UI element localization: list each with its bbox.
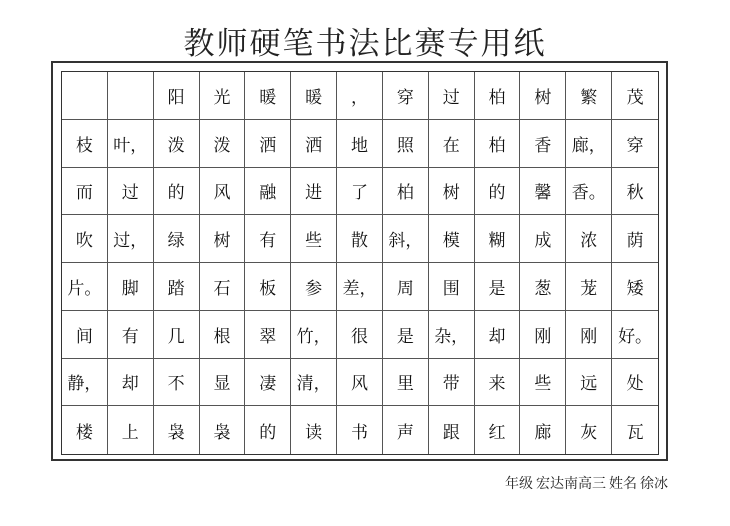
grade-label: 年级 — [505, 476, 533, 492]
grid-cell: 阳 — [154, 72, 200, 120]
grid-cell: 馨 — [520, 168, 566, 216]
signature-line — [505, 473, 671, 493]
grid-cell: 秋 — [612, 168, 658, 216]
grid-cell: 融 — [245, 168, 291, 216]
grid-cell: 光 — [200, 72, 246, 120]
grid-cell: 红 — [475, 406, 521, 454]
grid-cell: 书 — [337, 406, 383, 454]
grid-cell: 树 — [200, 215, 246, 263]
grid-cell: 是 — [383, 311, 429, 359]
grid-cell: 静， — [62, 359, 108, 407]
grid-cell: 几 — [154, 311, 200, 359]
grid-cell: 香 — [520, 120, 566, 168]
grid-cell: 清， — [291, 359, 337, 407]
grid-cell: 暖 — [291, 72, 337, 120]
grid-cell: 穿 — [612, 120, 658, 168]
grid-cell: 灰 — [566, 406, 612, 454]
grid-cell: 成 — [520, 215, 566, 263]
grid-cell: 周 — [383, 263, 429, 311]
grid-cell: 茂 — [612, 72, 658, 120]
grid-cell: 有 — [245, 215, 291, 263]
grid-cell: 石 — [200, 263, 246, 311]
grid-cell: 照 — [383, 120, 429, 168]
grid-cell: 过， — [108, 215, 154, 263]
grid-cell: 显 — [200, 359, 246, 407]
grid-cell: 在 — [429, 120, 475, 168]
grid-cell: 参 — [291, 263, 337, 311]
grid-cell: 些 — [520, 359, 566, 407]
grid-cell: 好。 — [612, 311, 658, 359]
grid-cell: 来 — [475, 359, 521, 407]
name-label: 姓名 — [609, 476, 637, 492]
grid-cell: ， — [337, 72, 383, 120]
grid-cell: 暖 — [245, 72, 291, 120]
grid-cell: 根 — [200, 311, 246, 359]
grid-cell — [108, 72, 154, 120]
name-value: 徐冰 — [640, 476, 668, 492]
grid-cell: 了 — [337, 168, 383, 216]
grid-cell: 风 — [200, 168, 246, 216]
grid-cell: 脚 — [108, 263, 154, 311]
grid-cell: 繁 — [566, 72, 612, 120]
grid-cell: 泼 — [154, 120, 200, 168]
grid-cell: 穿 — [383, 72, 429, 120]
grid-cell: 散 — [337, 215, 383, 263]
grid-cell: 里 — [383, 359, 429, 407]
grid-cell: 地 — [337, 120, 383, 168]
grid-cell: 矮 — [612, 263, 658, 311]
grid-cell: 枝 — [62, 120, 108, 168]
grid-cell: 绿 — [154, 215, 200, 263]
writing-grid — [61, 71, 659, 455]
grid-cell: 过 — [429, 72, 475, 120]
grid-cell: 柏 — [475, 72, 521, 120]
grid-cell: 刚 — [520, 311, 566, 359]
grid-cell: 围 — [429, 263, 475, 311]
grid-cell: 踏 — [154, 263, 200, 311]
grid-cell: 荫 — [612, 215, 658, 263]
grid-cell: 香。 — [566, 168, 612, 216]
sheet-title: 教师硬笔书法比赛专用纸 — [183, 26, 547, 62]
grid-cell: 柏 — [475, 120, 521, 168]
grid-cell: 不 — [154, 359, 200, 407]
grid-cell: 板 — [245, 263, 291, 311]
grid-cell: 廊 — [520, 406, 566, 454]
grade-value: 宏达南高三 — [536, 476, 606, 492]
grid-cell: 间 — [62, 311, 108, 359]
grid-cell: 瓦 — [626, 422, 644, 443]
grid-cell: 进 — [291, 168, 337, 216]
grid-cell: 泼 — [200, 120, 246, 168]
grid-cell: 树 — [520, 72, 566, 120]
grid-cell: 些 — [291, 215, 337, 263]
grid-cell: 翠 — [245, 311, 291, 359]
grid-cell: 过 — [108, 168, 154, 216]
grid-cell: 风 — [337, 359, 383, 407]
grid-cell: 差， — [337, 263, 383, 311]
grid-cell: 模 — [429, 215, 475, 263]
grid-cell: 竹， — [291, 311, 337, 359]
grid-cell: 杂， — [429, 311, 475, 359]
grid-cell: 茏 — [566, 263, 612, 311]
grid-cell — [62, 72, 108, 120]
grid-cell: 柏 — [383, 168, 429, 216]
grid-cell: 葱 — [520, 263, 566, 311]
grid-cell: 袅 — [154, 406, 200, 454]
grid-cell: 是 — [475, 263, 521, 311]
grid-cell: 浓 — [566, 215, 612, 263]
grid-cell: 跟 — [429, 406, 475, 454]
grid-cell: 叶， — [108, 120, 154, 168]
grid-cell: 洒 — [291, 120, 337, 168]
grid-cell: 洒 — [245, 120, 291, 168]
grid-cell: 却 — [108, 359, 154, 407]
grid-cell: 糊 — [475, 215, 521, 263]
grid-cell: 而 — [62, 168, 108, 216]
grid-cell: 却 — [475, 311, 521, 359]
grid-cell: 的 — [154, 168, 200, 216]
grid-cell: 的 — [475, 168, 521, 216]
grid-cell: 读 — [291, 406, 337, 454]
grid-cell: 刚 — [566, 311, 612, 359]
grid-cell: 凄 — [245, 359, 291, 407]
grid-cell: 声 — [383, 406, 429, 454]
grid-cell: 处 — [612, 359, 658, 407]
grid-cell: 吹 — [62, 215, 108, 263]
grid-cell: 树 — [429, 168, 475, 216]
grid-cell: 上 — [108, 406, 154, 454]
grid-cell: 带 — [429, 359, 475, 407]
grid-cell: 很 — [337, 311, 383, 359]
grid-cell: 远 — [566, 359, 612, 407]
grid-cell: 的 — [245, 406, 291, 454]
grid-cell: 有 — [108, 311, 154, 359]
grid-cell: 片。 — [62, 263, 108, 311]
grid-cell: 楼 — [62, 406, 108, 454]
grid-cell: 廊， — [566, 120, 612, 168]
grid-cell: 袅 — [200, 406, 246, 454]
grid-cell: 斜， — [383, 215, 429, 263]
